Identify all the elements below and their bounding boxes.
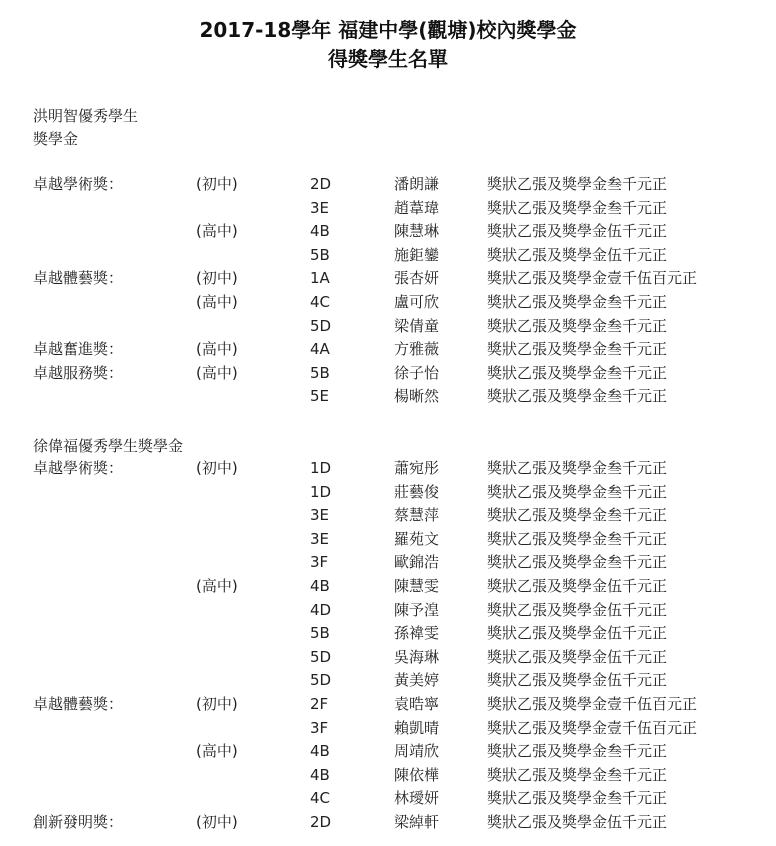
section-heading: 獎學金 <box>33 130 79 148</box>
section-heading: 徐偉福優秀學生獎學金 <box>33 437 184 455</box>
class-code: 3E <box>310 506 330 525</box>
award-name: 卓越學術獎： <box>33 459 124 477</box>
table-row <box>0 315 776 339</box>
table-row <box>0 457 776 481</box>
student-name: 周靖欣 <box>394 742 440 761</box>
class-code: 5D <box>310 316 332 335</box>
prize-description: 獎狀乙張及獎學金叁千元正 <box>487 506 668 525</box>
class-code: 3E <box>310 198 330 217</box>
class-code: 4A <box>310 340 330 359</box>
table-row <box>0 362 776 386</box>
student-name: 張杏妍 <box>394 269 440 288</box>
student-name: 梁倩童 <box>394 316 440 335</box>
class-code: 4B <box>310 742 330 761</box>
table-row <box>0 267 776 291</box>
table-row <box>0 504 776 528</box>
student-name: 潘朗謙 <box>394 175 440 193</box>
prize-description: 獎狀乙張及獎學金叁千元正 <box>487 316 668 335</box>
prize-description: 獎狀乙張及獎學金叁千元正 <box>487 789 668 808</box>
award-name: 卓越奮進獎： <box>33 340 124 359</box>
student-name: 莊藝俊 <box>394 482 440 501</box>
student-name: 陳依樺 <box>394 765 440 784</box>
table-row <box>0 173 776 197</box>
level-label: (初中) <box>196 813 238 831</box>
prize-description: 獎狀乙張及獎學金叁千元正 <box>487 175 668 193</box>
class-code: 1D <box>310 459 332 477</box>
student-name: 吳海琳 <box>394 647 440 666</box>
table-row <box>0 575 776 599</box>
table-row <box>0 291 776 315</box>
table-row <box>0 717 776 741</box>
student-name: 方雅薇 <box>394 340 440 359</box>
class-code: 3F <box>310 718 329 737</box>
prize-description: 獎狀乙張及獎學金叁千元正 <box>487 293 668 311</box>
student-name: 施鉅鑾 <box>394 245 440 264</box>
level-label: (高中) <box>196 222 238 241</box>
prize-description: 獎狀乙張及獎學金叁千元正 <box>487 742 668 761</box>
level-label: (初中) <box>196 459 238 477</box>
class-code: 1A <box>310 269 330 288</box>
class-code: 5B <box>310 624 330 643</box>
class-code: 5D <box>310 671 332 690</box>
table-row <box>0 646 776 670</box>
student-name: 梁綽軒 <box>394 813 440 831</box>
document-subtitle: 得獎學生名單 <box>328 47 448 71</box>
student-name: 陳慧琳 <box>394 222 440 241</box>
student-name: 盧可欣 <box>394 293 440 311</box>
class-code: 4D <box>310 600 332 619</box>
prize-description: 獎狀乙張及獎學金伍千元正 <box>487 245 668 264</box>
prize-description: 獎狀乙張及獎學金叁千元正 <box>487 459 668 477</box>
document-title: 2017-18學年 福建中學(觀塘)校內獎學金 <box>199 18 577 42</box>
student-name: 歐錦浩 <box>394 553 440 572</box>
award-name: 創新發明獎： <box>33 813 124 831</box>
prize-description: 獎狀乙張及獎學金叁千元正 <box>487 765 668 784</box>
class-code: 1D <box>310 482 332 501</box>
table-row <box>0 693 776 717</box>
class-code: 3F <box>310 553 329 572</box>
prize-description: 獎狀乙張及獎學金伍千元正 <box>487 600 668 619</box>
table-row <box>0 599 776 623</box>
student-name: 陳慧雯 <box>394 577 440 595</box>
class-code: 4B <box>310 765 330 784</box>
class-code: 2D <box>310 175 332 193</box>
prize-description: 獎狀乙張及獎學金伍千元正 <box>487 647 668 666</box>
prize-description: 獎狀乙張及獎學金叁千元正 <box>487 340 668 359</box>
table-row <box>0 764 776 788</box>
class-code: 2D <box>310 813 332 831</box>
prize-description: 獎狀乙張及獎學金叁千元正 <box>487 387 668 406</box>
table-row <box>0 622 776 646</box>
prize-description: 獎狀乙張及獎學金壹千伍百元正 <box>487 718 698 737</box>
prize-description: 獎狀乙張及獎學金伍千元正 <box>487 671 668 690</box>
student-name: 黃美婷 <box>394 671 440 690</box>
table-row <box>0 528 776 552</box>
level-label: (初中) <box>196 269 238 288</box>
prize-description: 獎狀乙張及獎學金壹千伍百元正 <box>487 695 698 713</box>
class-code: 4B <box>310 222 330 241</box>
class-code: 5B <box>310 363 330 382</box>
student-name: 陳予湟 <box>394 600 440 619</box>
level-label: (高中) <box>196 742 238 761</box>
table-row <box>0 551 776 575</box>
table-row <box>0 220 776 244</box>
table-row <box>0 811 776 835</box>
prize-description: 獎狀乙張及獎學金伍千元正 <box>487 222 668 241</box>
award-name: 卓越體藝獎： <box>33 269 124 288</box>
prize-description: 獎狀乙張及獎學金壹千伍百元正 <box>487 269 698 288</box>
prize-description: 獎狀乙張及獎學金伍千元正 <box>487 577 668 595</box>
level-label: (初中) <box>196 175 238 193</box>
table-row <box>0 740 776 764</box>
table-row <box>0 197 776 221</box>
student-name: 蕭宛彤 <box>394 459 440 477</box>
class-code: 3E <box>310 529 330 548</box>
class-code: 2F <box>310 695 329 713</box>
class-code: 5B <box>310 245 330 264</box>
level-label: (高中) <box>196 340 238 359</box>
level-label: (高中) <box>196 293 238 311</box>
prize-description: 獎狀乙張及獎學金叁千元正 <box>487 529 668 548</box>
award-name: 卓越學術獎： <box>33 175 124 193</box>
class-code: 5E <box>310 387 330 406</box>
class-code: 4C <box>310 293 331 311</box>
class-code: 4B <box>310 577 330 595</box>
table-row <box>0 385 776 409</box>
award-name: 卓越體藝獎： <box>33 695 124 713</box>
student-name: 楊晰然 <box>394 387 440 406</box>
student-name: 趙葦瑋 <box>394 198 440 217</box>
level-label: (高中) <box>196 577 238 595</box>
class-code: 5D <box>310 647 332 666</box>
prize-description: 獎狀乙張及獎學金伍千元正 <box>487 813 668 831</box>
section-heading: 洪明智優秀學生 <box>33 107 139 125</box>
level-label: (初中) <box>196 695 238 713</box>
prize-description: 獎狀乙張及獎學金叁千元正 <box>487 482 668 501</box>
table-row <box>0 244 776 268</box>
level-label: (高中) <box>196 363 238 382</box>
student-name: 徐子怡 <box>394 363 440 382</box>
student-name: 賴凱晴 <box>394 718 440 737</box>
table-row <box>0 338 776 362</box>
student-name: 袁晧寧 <box>394 695 440 713</box>
award-name: 卓越服務獎： <box>33 363 124 382</box>
student-name: 羅苑文 <box>394 529 440 548</box>
class-code: 4C <box>310 789 331 808</box>
prize-description: 獎狀乙張及獎學金叁千元正 <box>487 198 668 217</box>
table-row <box>0 787 776 811</box>
prize-description: 獎狀乙張及獎學金伍千元正 <box>487 624 668 643</box>
prize-description: 獎狀乙張及獎學金叁千元正 <box>487 363 668 382</box>
table-row <box>0 669 776 693</box>
table-row <box>0 481 776 505</box>
prize-description: 獎狀乙張及獎學金叁千元正 <box>487 553 668 572</box>
student-name: 蔡慧萍 <box>394 506 440 525</box>
student-name: 林璦妍 <box>394 789 440 808</box>
student-name: 孫褘雯 <box>394 624 440 643</box>
